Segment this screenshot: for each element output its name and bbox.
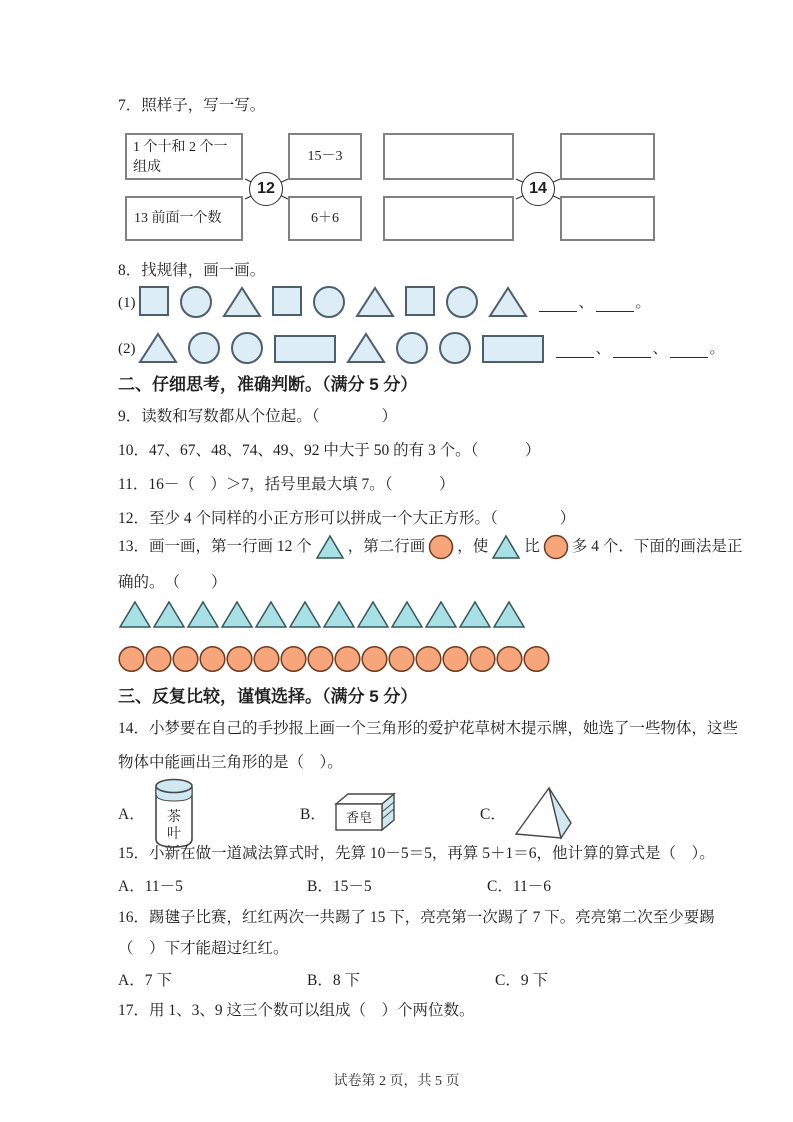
- option-a-label: A．: [118, 806, 145, 823]
- q13-text: ，第二行画: [347, 538, 426, 555]
- question-8-title: 8．找规律，画一画。: [118, 262, 266, 279]
- q15-option-c[interactable]: C．11－6: [487, 878, 552, 895]
- question-16-options: [118, 968, 680, 990]
- q13-text: 多 4 个．下面的画法是正: [571, 538, 743, 555]
- pyramid-image: [512, 784, 574, 842]
- dot-orange-shape: [199, 645, 226, 673]
- blank-end: 。: [709, 341, 725, 357]
- circle-shape: [445, 284, 479, 318]
- rect-shape: [273, 330, 337, 364]
- question-11: 11．16－（ ）＞7，括号里最大填 7。（ ）: [118, 476, 455, 493]
- pattern-blanks-2: [554, 337, 725, 364]
- pattern-row-1: [118, 284, 651, 318]
- tri-cyan-shape: [152, 600, 186, 629]
- answer-blank[interactable]: [539, 297, 577, 312]
- dot-orange-shape: [253, 645, 280, 673]
- inline-triangle-icon: [315, 534, 345, 560]
- dot-orange-shape: [334, 645, 361, 673]
- q15-option-b[interactable]: B．15－5: [307, 878, 372, 895]
- option-a[interactable]: [118, 772, 197, 854]
- answer-blank[interactable]: [613, 343, 651, 358]
- tri-cyan-shape: [424, 600, 458, 629]
- tri-cyan-shape: [186, 600, 220, 629]
- tri-cyan-shape: [288, 600, 322, 629]
- question-14-line1: 14．小梦要在自己的手抄报上画一个三角形的爱护花草树木提示牌，她选了一些物体，这些: [118, 720, 739, 737]
- section-2-heading: 二、仔细思考，准确判断。（满分 5 分）: [118, 375, 418, 394]
- tri-cyan-sm-shape: [315, 547, 345, 564]
- row-2-label: (2): [118, 341, 136, 357]
- q16-option-a[interactable]: A．7 下: [118, 972, 172, 989]
- q13-text: ，使: [457, 538, 489, 555]
- example-clue-box-top-right: 15－3: [288, 133, 362, 180]
- question-15: 15．小新在做一道减法算式时，先算 10－5＝5，再算 5＋1＝6，他计算的算式是（ ）。: [118, 845, 715, 862]
- answer-blank[interactable]: [596, 297, 634, 312]
- dot-orange-shape: [442, 645, 469, 673]
- question-16-line2: （ ）下才能超过红红。: [118, 940, 289, 957]
- question-13-line2: 确的。 （ ）: [118, 574, 227, 591]
- question-12: 12．至少 4 个同样的小正方形可以拼成一个大正方形。（ ）: [118, 510, 576, 527]
- example-center-number: 12: [249, 172, 283, 206]
- jar-text-2: 叶: [166, 827, 181, 842]
- circle-shape: [438, 330, 472, 364]
- tri-cyan-shape: [254, 600, 288, 629]
- question-13-line1: [118, 534, 742, 560]
- inline-triangle-icon: [491, 534, 521, 560]
- answer-box-top-left[interactable]: [383, 133, 514, 180]
- example-clue-box-bottom-right: 6＋6: [288, 196, 362, 241]
- answer-blank[interactable]: [556, 343, 594, 358]
- dot-orange-shape: [172, 645, 199, 673]
- jar-text-1: 茶: [166, 810, 181, 825]
- question-14-options: [118, 772, 680, 854]
- triangle-shape: [346, 330, 386, 364]
- triangle-shape: [488, 284, 528, 318]
- section-3-heading: 三、反复比较，谨慎选择。（满分 5 分）: [118, 687, 418, 706]
- question-10: 10．47、67、48、74、49、92 中大于 50 的有 3 个。（ ）: [118, 442, 541, 459]
- triangle-row: [118, 600, 526, 629]
- dot-orange-shape: [361, 645, 388, 673]
- example-clue-box-bottom-left: 13 前面一个数: [125, 196, 243, 241]
- blank-separator: 、: [578, 295, 594, 311]
- option-b-label: B．: [300, 806, 326, 823]
- dot-orange-shape: [280, 645, 307, 673]
- tri-cyan-shape: [220, 600, 254, 629]
- dot-orange-sm-shape: [428, 547, 454, 564]
- question-14-line2: 物体中能画出三角形的是（ ）。: [118, 754, 343, 771]
- dot-orange-shape: [415, 645, 442, 673]
- square-shape: [404, 284, 436, 318]
- answer-box-bottom-right[interactable]: [560, 196, 655, 241]
- answer-box-top-right[interactable]: [560, 133, 655, 180]
- dot-orange-sm-shape: [543, 547, 569, 564]
- blank-separator: 、: [652, 341, 668, 357]
- tea-jar-image: [151, 774, 197, 852]
- triangle-shape: [138, 330, 178, 364]
- pattern-row-2: [118, 330, 725, 364]
- rect-shape: [481, 330, 545, 364]
- tri-cyan-sm-shape: [491, 547, 521, 564]
- option-c-label: C．: [480, 806, 506, 823]
- dot-orange-shape: [307, 645, 334, 673]
- answer-blank[interactable]: [670, 343, 708, 358]
- q15-option-a[interactable]: A．11－5: [118, 878, 183, 895]
- q13-text: 13．画一画，第一行画 12 个: [118, 538, 312, 555]
- example-clue-box-top-left: 1 个十和 2 个一组成: [125, 133, 243, 180]
- circle-shape: [187, 330, 221, 364]
- option-b[interactable]: [300, 772, 398, 854]
- dot-orange-shape: [118, 645, 145, 673]
- blank-separator: 、: [595, 341, 611, 357]
- dot-orange-shape: [388, 645, 415, 673]
- option-c[interactable]: [480, 772, 574, 854]
- triangle-shape: [355, 284, 395, 318]
- page-footer: 试卷第 2 页，共 5 页: [333, 1074, 460, 1089]
- question-15-options: [118, 874, 680, 896]
- soap-box-image: [332, 790, 398, 836]
- inline-circle-icon: [428, 534, 454, 560]
- circle-shape: [230, 330, 264, 364]
- circle-shape: [312, 284, 346, 318]
- question-16-line1: 16．踢毽子比赛，红红两次一共踢了 15 下，亮亮第一次踢了 7 下。亮亮第二次至少要踢: [118, 909, 715, 926]
- dot-orange-shape: [145, 645, 172, 673]
- question-17: 17．用 1、3、9 这三个数可以组成（ ）个两位数。: [118, 1002, 475, 1019]
- q16-option-c[interactable]: C．9 下: [495, 972, 548, 989]
- pattern-blanks-1: [537, 291, 651, 318]
- dot-orange-shape: [469, 645, 496, 673]
- tri-cyan-shape: [322, 600, 356, 629]
- q13-text: 比: [524, 538, 540, 555]
- question-7-title: 7．照样子，写一写。: [118, 97, 266, 114]
- tri-cyan-shape: [390, 600, 424, 629]
- tri-cyan-shape: [458, 600, 492, 629]
- circle-shape: [395, 330, 429, 364]
- blank-end: 。: [635, 295, 651, 311]
- dot-orange-shape: [226, 645, 253, 673]
- question-7-diagram: [118, 128, 680, 250]
- triangle-shape: [222, 284, 262, 318]
- soap-text: 香皂: [345, 810, 372, 825]
- square-shape: [138, 284, 170, 318]
- row-1-label: (1): [118, 295, 136, 311]
- inline-circle-icon: [543, 534, 569, 560]
- q16-option-b[interactable]: B．8 下: [307, 972, 360, 989]
- circle-row: [118, 645, 550, 673]
- triangle-row-shapes: [118, 600, 526, 629]
- pattern-shapes-1: [138, 284, 537, 318]
- tri-cyan-shape: [492, 600, 526, 629]
- circle-row-shapes: [118, 645, 550, 673]
- circle-shape: [179, 284, 213, 318]
- square-shape: [271, 284, 303, 318]
- dot-orange-shape: [523, 645, 550, 673]
- tri-cyan-shape: [118, 600, 152, 629]
- pattern-shapes-2: [138, 330, 554, 364]
- question-9: 9．读数和写数都从个位起。（ ）: [118, 408, 398, 425]
- target-center-number: 14: [521, 172, 555, 206]
- answer-box-bottom-left[interactable]: [383, 196, 514, 241]
- dot-orange-shape: [496, 645, 523, 673]
- tri-cyan-shape: [356, 600, 390, 629]
